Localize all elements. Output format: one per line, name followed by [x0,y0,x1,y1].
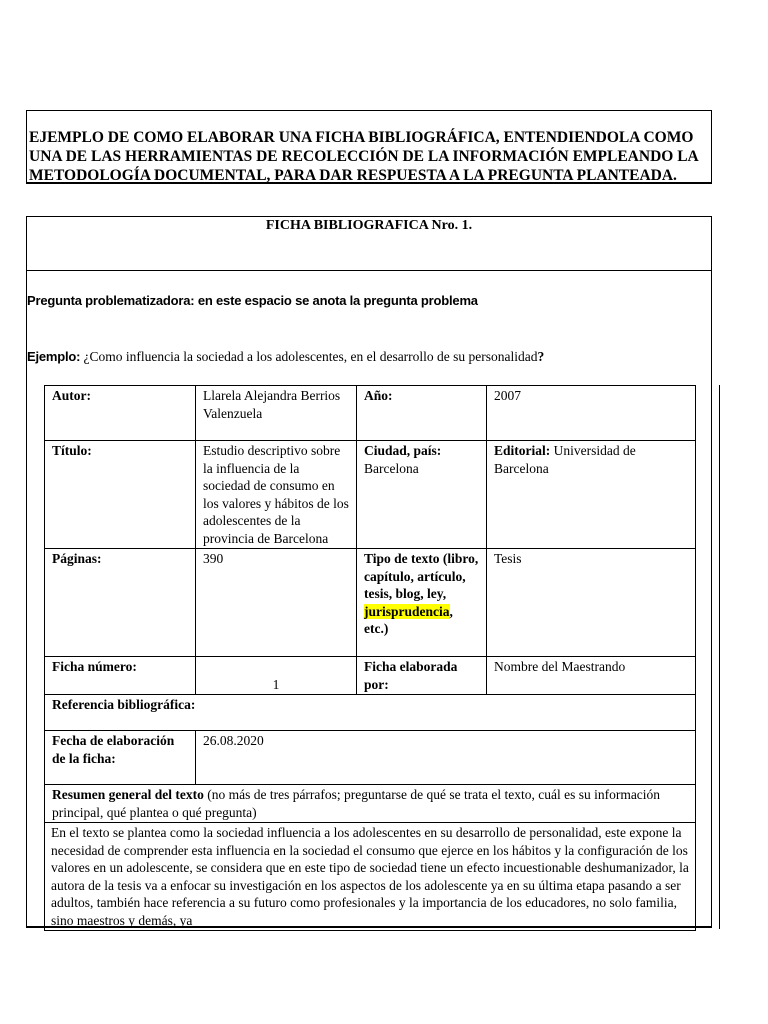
tipo-value: Tesis [487,549,696,657]
ficha-heading: FICHA BIBLIOGRAFICA Nro. 1. [265,218,473,233]
row-ficha-numero [45,657,696,695]
ficha-numero-label: Ficha número: [45,657,196,695]
document-title: EJEMPLO DE COMO ELABORAR UNA FICHA BIBLIOGRÁFICA, ENTENDIENDOLA COMO UNA DE LAS HERRAMIENTAS DE RECOLECCIÓN DE LA INFORMACIÓN EMPLEANDO LA METODOLOGÍA DOCUMENTAL, PARA DAR RESPUESTA A LA PREGUNTA PLANTEADA. [29,129,698,184]
tipo-label-highlight: jurisprudencia [364,603,450,619]
paginas-value: 390 [196,549,357,657]
ficha-table [44,385,696,931]
tipo-label-b: , etc.) [364,603,453,636]
row-titulo [45,441,696,549]
pregunta-label: Pregunta problematizadora: en este espacio se anota la pregunta problema [27,293,478,308]
paginas-label: Páginas: [45,549,196,657]
ficha-numero-value: 1 [196,657,357,695]
tipo-label-a: Tipo de texto (libro, capítulo, artículo, tesis, blog, ley, [364,551,479,601]
ficha-header [27,217,711,271]
ciudad-value: Barcelona [364,460,419,476]
editorial-value: Universidad de Barcelona [494,443,636,476]
anio-label: Año: [357,386,487,441]
ejemplo-open: ¿ [83,349,90,364]
row-paginas [45,549,696,657]
ciudad-label: Ciudad, país: [364,443,442,458]
row-referencia [45,695,696,731]
autor-label: Autor: [45,386,196,441]
row-resumen-text [45,823,696,931]
elaborada-label: Ficha elaborada por: [357,657,487,695]
ejemplo-line [27,349,544,365]
resumen-hint: (no más de tres párrafos; preguntarse de qué se trata el texto, cuál es su información principal, qué plantea o qué pregunta) [52,787,661,820]
fecha-value: 26.08.2020 [196,731,696,785]
anio-value: 2007 [487,386,696,441]
editorial-label: Editorial: [494,443,551,458]
elaborada-value: Nombre del Maestrando [487,657,696,695]
editorial-cell [487,441,696,549]
ejemplo-label: Ejemplo: [27,349,81,364]
resumen-header [45,785,696,823]
referencia-label: Referencia bibliográfica: [45,695,696,731]
titulo-label: Título: [45,441,196,549]
tipo-label [357,549,487,657]
ejemplo-close: ? [537,349,545,364]
row-fecha [45,731,696,785]
ciudad-cell [357,441,487,549]
right-border-strip [719,385,720,929]
ejemplo-question: Como influencia la sociedad a los adolescentes, en el desarrollo de su personalidad [89,349,538,364]
row-autor [45,386,696,441]
titulo-value: Estudio descriptivo sobre la influencia de la sociedad de consumo en los valores y hábitos de los adolescentes de la provincia de Barcelona [196,441,357,549]
document-title-box [26,110,712,184]
fecha-label: Fecha de elaboración de la ficha: [45,731,196,785]
resumen-text: En el texto se plantea como la sociedad influencia a los adolescentes en su desarrollo de personalidad, este expone la necesidad de comprender esta influencia en la sociedad el consumo que ejerce en los hábitos y la configuración de los valores en un adolescente, se considera que en este tipo de sociedad tiene un efecto incuestionable deshumanizador, la autora de la tesis va a enfocar su investigación en los aspectos de los adolescente ya en su última etapa pasando a ser adultos, también hace referencia a su futuro como profesionales y la importancia de los educadores, no solo familia, sino maestros y demás, ya [45,823,696,931]
ficha-bibliografica [26,216,712,928]
autor-value: Llarela Alejandra Berrios Valenzuela [196,386,357,441]
resumen-label: Resumen general del texto [52,787,204,802]
row-resumen-header [45,785,696,823]
